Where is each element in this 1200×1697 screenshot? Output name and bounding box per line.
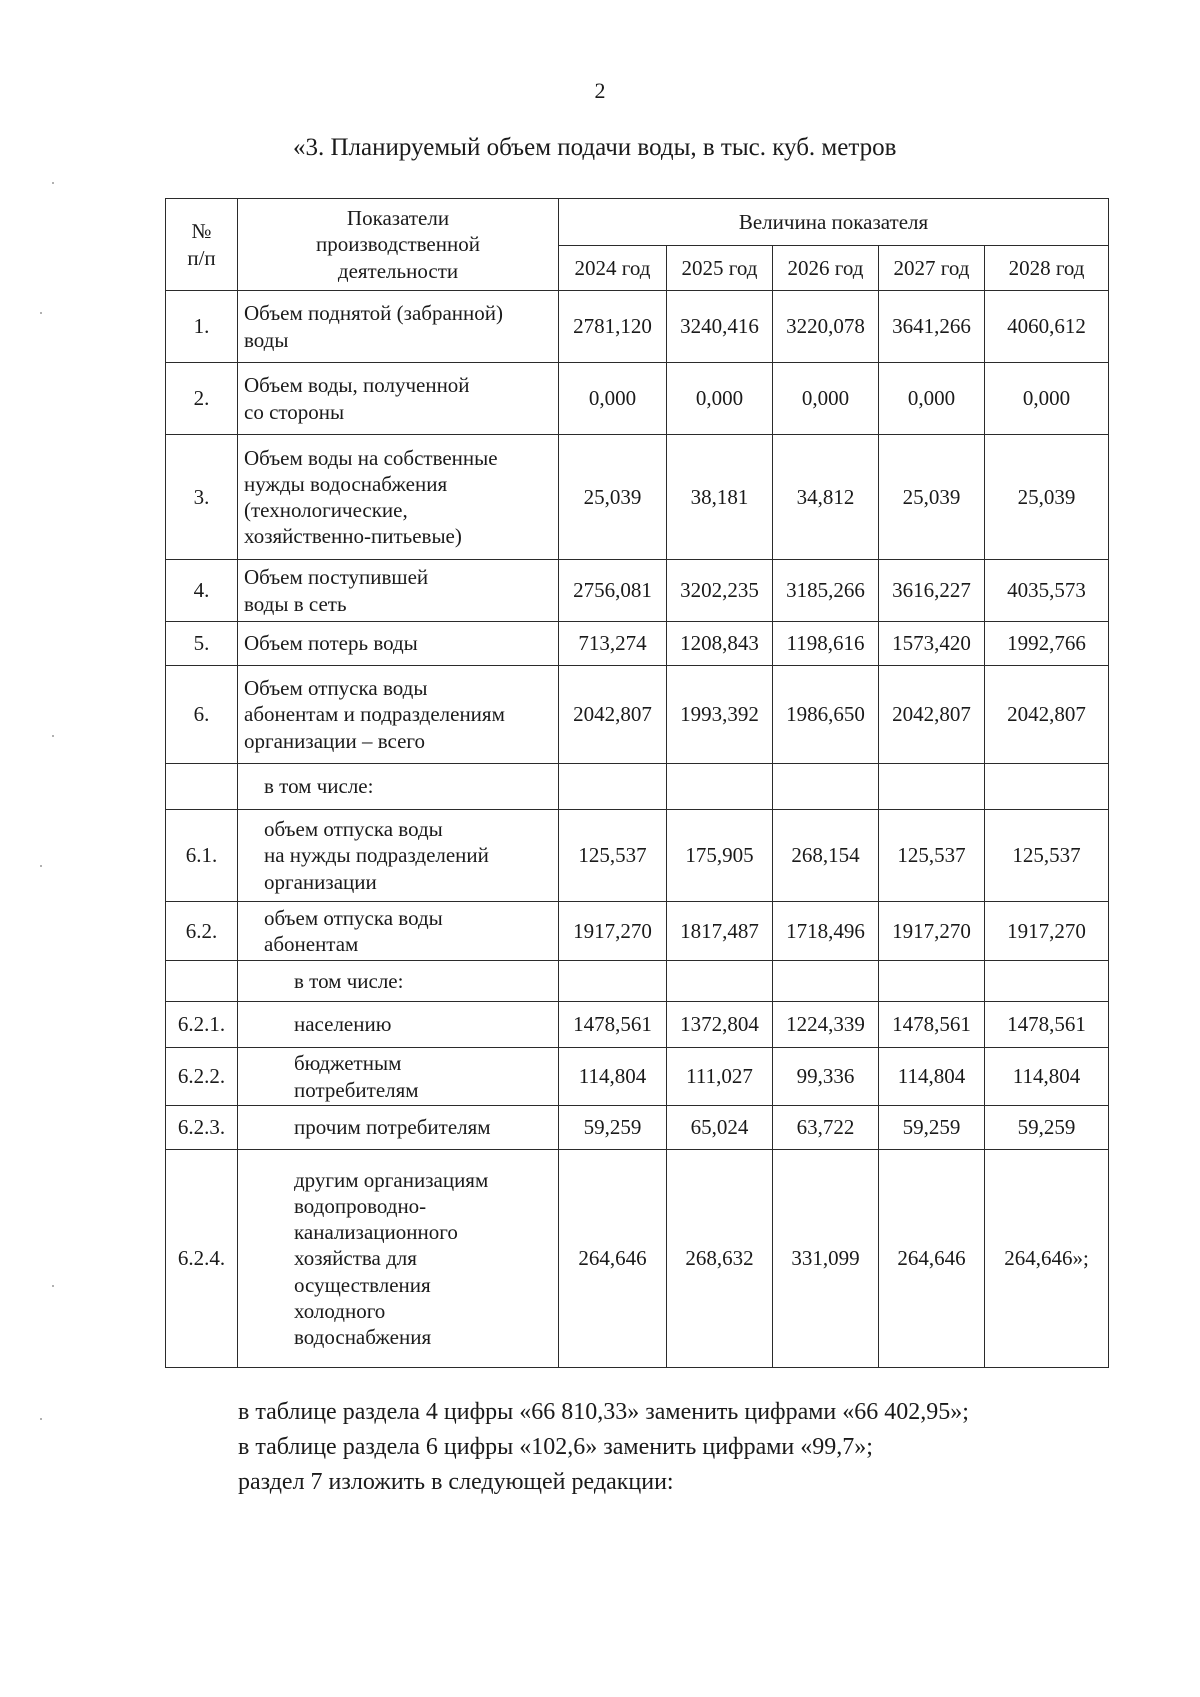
indicator-line: Объем воды на собственные <box>244 445 498 470</box>
value-cell: 99,336 <box>773 1048 879 1106</box>
indicator-line: абонентам <box>264 932 359 956</box>
indicator-line: организации – всего <box>244 728 426 753</box>
header-number-line: № <box>191 219 212 244</box>
value-cell <box>773 764 879 810</box>
row-indicator <box>238 1106 559 1150</box>
header-year: 2025 год <box>667 246 773 291</box>
value-cell <box>985 961 1109 1002</box>
indicator-line: канализационного <box>294 1220 458 1245</box>
value-cell: 59,259 <box>559 1106 667 1150</box>
value-cell: 268,154 <box>773 810 879 902</box>
value-cell: 59,259 <box>985 1106 1109 1150</box>
header-year: 2026 год <box>773 246 879 291</box>
value-cell: 2042,807 <box>879 666 985 764</box>
row-indicator <box>238 902 559 961</box>
amendment-line: в таблице раздела 6 цифры «102,6» заменить цифрами «99,7»; <box>238 1434 873 1460</box>
indicator-line: потребителям <box>294 1077 419 1102</box>
row-indicator <box>238 1048 559 1106</box>
value-cell: 25,039 <box>879 435 985 560</box>
value-cell: 1917,270 <box>985 902 1109 961</box>
indicator-line: холодного <box>294 1298 386 1323</box>
value-cell: 3220,078 <box>773 291 879 363</box>
row-indicator <box>238 363 559 435</box>
indicator-line: организации <box>264 869 377 894</box>
row-number <box>166 961 238 1002</box>
row-number <box>166 764 238 810</box>
indicator-line: Объем отпуска воды <box>244 676 428 701</box>
indicator-line: воды в сеть <box>244 591 347 616</box>
value-cell: 1817,487 <box>667 902 773 961</box>
header-number-line: п/п <box>187 245 216 270</box>
row-number: 6.2.1. <box>166 1002 238 1048</box>
value-cell: 1208,843 <box>667 622 773 666</box>
value-cell: 111,027 <box>667 1048 773 1106</box>
indicator-line: в том числе: <box>264 774 374 799</box>
row-indicator <box>238 560 559 622</box>
value-cell: 38,181 <box>667 435 773 560</box>
scan-speck <box>40 312 42 314</box>
scan-speck <box>40 865 42 867</box>
value-cell: 713,274 <box>559 622 667 666</box>
scan-speck <box>52 735 54 737</box>
value-cell: 114,804 <box>985 1048 1109 1106</box>
value-cell: 25,039 <box>985 435 1109 560</box>
header-number <box>166 199 238 291</box>
value-cell: 331,099 <box>773 1150 879 1368</box>
indicator-line: водоснабжения <box>294 1325 432 1350</box>
value-cell: 1917,270 <box>559 902 667 961</box>
value-cell: 1993,392 <box>667 666 773 764</box>
value-cell <box>773 961 879 1002</box>
row-indicator <box>238 435 559 560</box>
value-cell: 1718,496 <box>773 902 879 961</box>
table-row <box>166 435 1109 560</box>
row-number: 1. <box>166 291 238 363</box>
value-cell: 175,905 <box>667 810 773 902</box>
indicator-line: (технологические, <box>244 498 408 522</box>
scan-speck <box>52 1285 54 1287</box>
value-cell: 264,646 <box>879 1150 985 1368</box>
amendment-text <box>238 1395 969 1500</box>
value-cell: 1198,616 <box>773 622 879 666</box>
value-cell: 268,632 <box>667 1150 773 1368</box>
value-cell: 65,024 <box>667 1106 773 1150</box>
page-number: 2 <box>594 78 606 103</box>
indicator-line: водопроводно- <box>294 1193 427 1218</box>
row-number: 3. <box>166 435 238 560</box>
header-value: Величина показателя <box>559 199 1109 246</box>
indicator-line: нужды водоснабжения <box>244 471 448 496</box>
header-year: 2027 год <box>879 246 985 291</box>
value-cell: 25,039 <box>559 435 667 560</box>
value-cell: 34,812 <box>773 435 879 560</box>
value-cell <box>559 961 667 1002</box>
indicator-line: воды <box>244 327 289 352</box>
row-number: 6.2.3. <box>166 1106 238 1150</box>
value-cell: 2042,807 <box>559 666 667 764</box>
water-supply-table <box>165 198 1109 1368</box>
row-indicator <box>238 810 559 902</box>
value-cell: 0,000 <box>559 363 667 435</box>
value-cell: 2042,807 <box>985 666 1109 764</box>
table-row <box>166 810 1109 902</box>
indicator-line: в том числе: <box>294 968 404 993</box>
value-cell: 4060,612 <box>985 291 1109 363</box>
table-row <box>166 291 1109 363</box>
table-row <box>166 1048 1109 1106</box>
value-cell: 1224,339 <box>773 1002 879 1048</box>
indicator-line: населению <box>294 1012 392 1037</box>
value-cell <box>985 764 1109 810</box>
table-row <box>166 363 1109 435</box>
value-cell: 114,804 <box>559 1048 667 1106</box>
value-cell: 3202,235 <box>667 560 773 622</box>
value-cell: 125,537 <box>985 810 1109 902</box>
indicator-line: хозяйственно-питьевые) <box>244 524 462 549</box>
value-cell: 1478,561 <box>559 1002 667 1048</box>
value-cell: 1917,270 <box>879 902 985 961</box>
table-row <box>166 764 1109 810</box>
value-cell: 264,646 <box>559 1150 667 1368</box>
table-row <box>166 1106 1109 1150</box>
value-cell <box>667 961 773 1002</box>
value-cell: 114,804 <box>879 1048 985 1106</box>
row-indicator <box>238 961 559 1002</box>
value-cell: 0,000 <box>667 363 773 435</box>
value-cell <box>879 961 985 1002</box>
table-row <box>166 1150 1109 1368</box>
indicator-line: абонентам и подразделениям <box>244 702 505 727</box>
table-row <box>166 666 1109 764</box>
value-cell: 2756,081 <box>559 560 667 622</box>
indicator-line: объем отпуска воды <box>264 817 443 842</box>
indicator-line: другим организациям <box>294 1167 489 1192</box>
table-row <box>166 902 1109 961</box>
row-number: 2. <box>166 363 238 435</box>
indicator-line: Объем поступившей <box>244 565 429 590</box>
value-cell: 0,000 <box>879 363 985 435</box>
row-number: 5. <box>166 622 238 666</box>
indicator-line: хозяйства для <box>294 1246 417 1271</box>
scan-speck <box>40 1418 42 1420</box>
amendment-line: раздел 7 изложить в следующей редакции: <box>238 1469 674 1495</box>
row-number: 6.2.4. <box>166 1150 238 1368</box>
row-number: 6. <box>166 666 238 764</box>
value-cell: 1478,561 <box>879 1002 985 1048</box>
value-cell: 3240,416 <box>667 291 773 363</box>
value-cell <box>667 764 773 810</box>
value-cell: 1986,650 <box>773 666 879 764</box>
value-cell: 4035,573 <box>985 560 1109 622</box>
value-cell: 0,000 <box>985 363 1109 435</box>
row-number: 6.2. <box>166 902 238 961</box>
row-indicator <box>238 1002 559 1048</box>
table-row <box>166 1002 1109 1048</box>
value-cell: 1573,420 <box>879 622 985 666</box>
row-indicator <box>238 1150 559 1368</box>
indicator-line: Объем потерь воды <box>244 631 418 656</box>
indicator-line: Объем поднятой (забранной) <box>244 301 503 326</box>
table-row <box>166 622 1109 666</box>
value-cell <box>879 764 985 810</box>
header-year: 2028 год <box>985 246 1109 291</box>
row-indicator <box>238 764 559 810</box>
value-cell: 3641,266 <box>879 291 985 363</box>
indicator-line: объем отпуска воды <box>264 905 443 930</box>
scan-speck <box>52 182 54 184</box>
indicator-line: прочим потребителям <box>294 1115 491 1140</box>
value-cell: 3616,227 <box>879 560 985 622</box>
header-indicators: Показатели производственной деятельности <box>238 199 559 291</box>
value-cell: 1992,766 <box>985 622 1109 666</box>
amendment-line: в таблице раздела 4 цифры «66 810,33» заменить цифрами «66 402,95»; <box>238 1399 969 1425</box>
row-number: 4. <box>166 560 238 622</box>
value-cell: 0,000 <box>773 363 879 435</box>
indicator-line: осуществления <box>294 1272 431 1297</box>
row-indicator <box>238 666 559 764</box>
table-row <box>166 560 1109 622</box>
value-cell: 125,537 <box>559 810 667 902</box>
header-year: 2024 год <box>559 246 667 291</box>
value-cell: 1478,561 <box>985 1002 1109 1048</box>
row-number: 6.1. <box>166 810 238 902</box>
section-title: «3. Планируемый объем подачи воды, в тыс. куб. метров <box>293 134 897 161</box>
value-cell: 59,259 <box>879 1106 985 1150</box>
table-body <box>166 291 1109 1368</box>
value-cell: 264,646»; <box>985 1150 1109 1368</box>
value-cell: 125,537 <box>879 810 985 902</box>
row-indicator <box>238 622 559 666</box>
indicator-line: бюджетным <box>294 1051 402 1076</box>
value-cell: 63,722 <box>773 1106 879 1150</box>
row-number: 6.2.2. <box>166 1048 238 1106</box>
value-cell: 1372,804 <box>667 1002 773 1048</box>
value-cell: 3185,266 <box>773 560 879 622</box>
indicator-line: Объем воды, полученной <box>244 373 470 398</box>
value-cell <box>559 764 667 810</box>
row-indicator <box>238 291 559 363</box>
value-cell: 2781,120 <box>559 291 667 363</box>
table-row <box>166 961 1109 1002</box>
indicator-line: на нужды подразделений <box>264 843 489 868</box>
indicator-line: со стороны <box>244 399 345 424</box>
